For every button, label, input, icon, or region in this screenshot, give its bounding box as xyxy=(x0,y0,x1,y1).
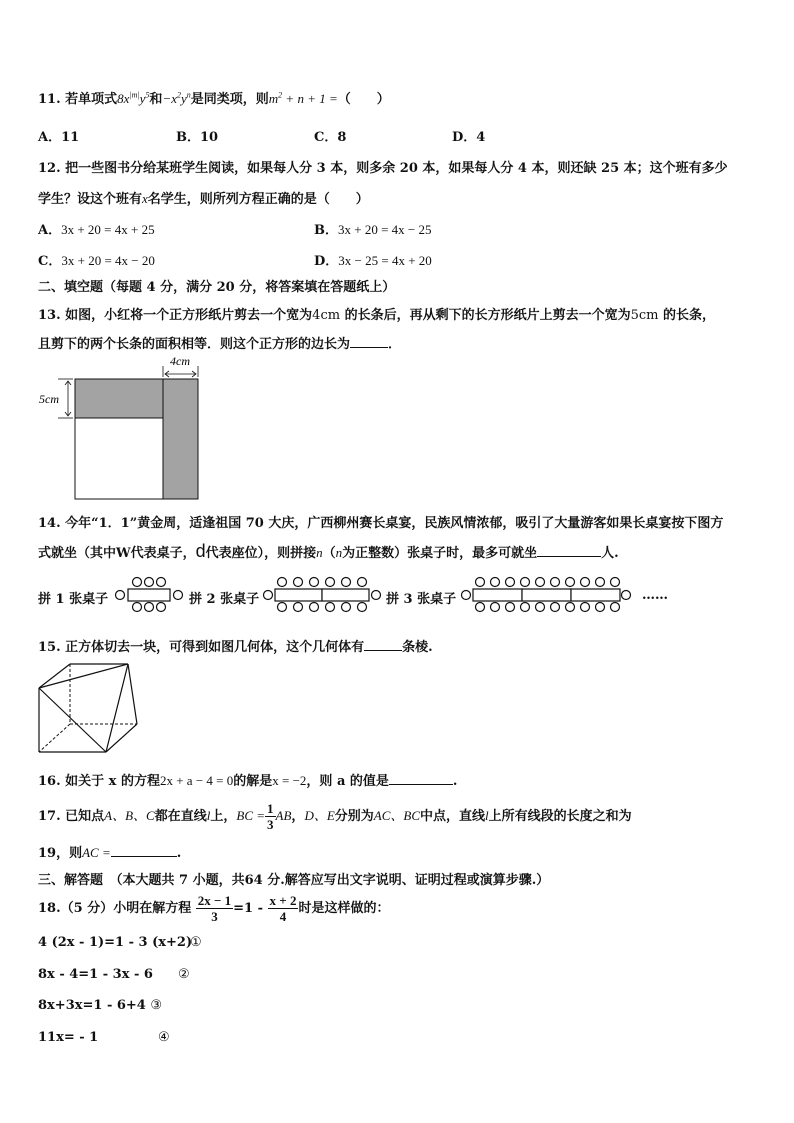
q14-stem-line2: 式就坐（其中W代表桌子，d代表座位），则拼接n（n为正整数）张桌子时，最多可就坐 人. xyxy=(38,541,619,561)
q11-option-a[interactable]: A．11 xyxy=(38,130,80,145)
q17-stem-line2: 19，则AC = . xyxy=(38,845,182,861)
q12-option-c[interactable]: C．3x + 20 = 4x − 20 xyxy=(38,253,155,269)
solution-step-3: 8x+3x=1 - 6+4 ③ xyxy=(38,998,163,1013)
step-marker-2: ② xyxy=(178,967,190,982)
answer-blank[interactable] xyxy=(350,335,388,348)
table-arrangement-1 xyxy=(114,574,190,614)
table-arrangement-2 xyxy=(262,574,386,614)
table-label-1: 拼 1 张桌子 xyxy=(38,592,109,607)
q11-option-c[interactable]: C．8 xyxy=(314,130,347,145)
fraction-left: $\frac{2x - 1}{3}$ xyxy=(197,893,232,924)
answer-blank[interactable] xyxy=(537,544,601,557)
q15-stem: 15. 正方体切去一块，可得到如图几何体，这个几何体有 条棱. xyxy=(38,640,433,655)
q11-stem: 11. 若单项式$8x^{|m|}y^5$和$-x^2y^n$是同类项，则$m^2 + n + 1$ =（ ） xyxy=(38,90,390,107)
table-label-2: 拼 2 张桌子 xyxy=(189,592,260,607)
section-3-heading: 三、解答题 （本大题共 7 小题，共64 分.解答应写出文字说明、证明过程或演算步骤.） xyxy=(38,873,550,888)
q12-option-d[interactable]: D．3x − 25 = 4x + 20 xyxy=(314,253,432,269)
dimension-label-5cm: 5cm xyxy=(39,392,59,406)
q17-stem-line1: 17. 已知点A、B、C都在直线l上，BC = $\frac{1}{3}$ AB，D、E分别为AC、BC中点，直线l上所有线段的长度之和为 xyxy=(38,801,632,832)
q12-option-b[interactable]: B．3x + 20 = 4x − 25 xyxy=(314,222,432,238)
ellipsis: …… xyxy=(642,588,668,603)
solution-step-1: 4 (2x - 1)=1 - 3 (x+2) xyxy=(38,935,193,950)
table-arrangement-3 xyxy=(460,574,634,614)
solution-step-4: 11x= - 1 xyxy=(38,1030,99,1045)
answer-paren: （ ） xyxy=(337,92,390,107)
answer-blank[interactable] xyxy=(389,772,453,785)
q13-stem-line1: 13. 如图，小红将一个正方形纸片剪去一个宽为4cm 的长条后，再从剩下的长方形纸片上剪去一个宽为5cm 的长条， xyxy=(38,308,716,323)
q13-square-figure xyxy=(30,352,210,502)
q18-stem: 18.（5 分）小明在解方程 $\frac{2x - 1}{3}$ =1 - $\frac{x + 2}{4}$ 时是这样做的： xyxy=(38,893,390,924)
answer-blank[interactable] xyxy=(111,844,177,857)
step-marker-4: ④ xyxy=(158,1030,170,1045)
step-marker-3: ③ xyxy=(150,998,163,1013)
answer-blank[interactable] xyxy=(364,638,402,651)
q12-stem-line2: 学生？设这个班有x名学生，则所列方程正确的是（ ） xyxy=(38,191,369,207)
q11-option-d[interactable]: D．4 xyxy=(452,130,486,145)
section-2-heading: 二、填空题（每题 4 分，满分 20 分，将答案填在答题纸上） xyxy=(38,280,396,295)
q16-stem: 16. 如关于 x 的方程2x + a − 4 = 0的解是x = −2，则 a 的值是 . xyxy=(38,773,458,789)
cut-cube-figure xyxy=(34,660,144,760)
q12-stem-line1: 12. 把一些图书分给某班学生阅读，如果每人分 3 本，则多余 20 本，如果每人分 4 本，则还缺 25 本；这个班有多少 xyxy=(38,161,728,176)
fraction-right: $\frac{x + 2}{4}$ xyxy=(269,893,297,924)
q14-stem-line1: 14. 今年“1．1”黄金周，适逢祖国 70 大庆，广西柳州赛长桌宴，民族风情浓郁，吸引了大量游客如果长桌宴按下图方 xyxy=(38,516,724,531)
fraction-one-third: $\frac{1}{3}$ xyxy=(267,801,274,832)
table-label-3: 拼 3 张桌子 xyxy=(386,592,457,607)
step-marker-1: ① xyxy=(190,935,202,950)
q12-option-a[interactable]: A．3x + 20 = 4x + 25 xyxy=(38,222,155,238)
solution-step-2: 8x - 4=1 - 3x - 6 xyxy=(38,967,153,982)
q11-option-b[interactable]: B．10 xyxy=(176,130,219,145)
q11-number: 11. xyxy=(38,92,61,107)
dimension-label-4cm: 4cm xyxy=(170,354,190,368)
q13-stem-line2: 且剪下的两个长条的面积相等．则这个正方形的边长为 ． xyxy=(38,337,402,352)
